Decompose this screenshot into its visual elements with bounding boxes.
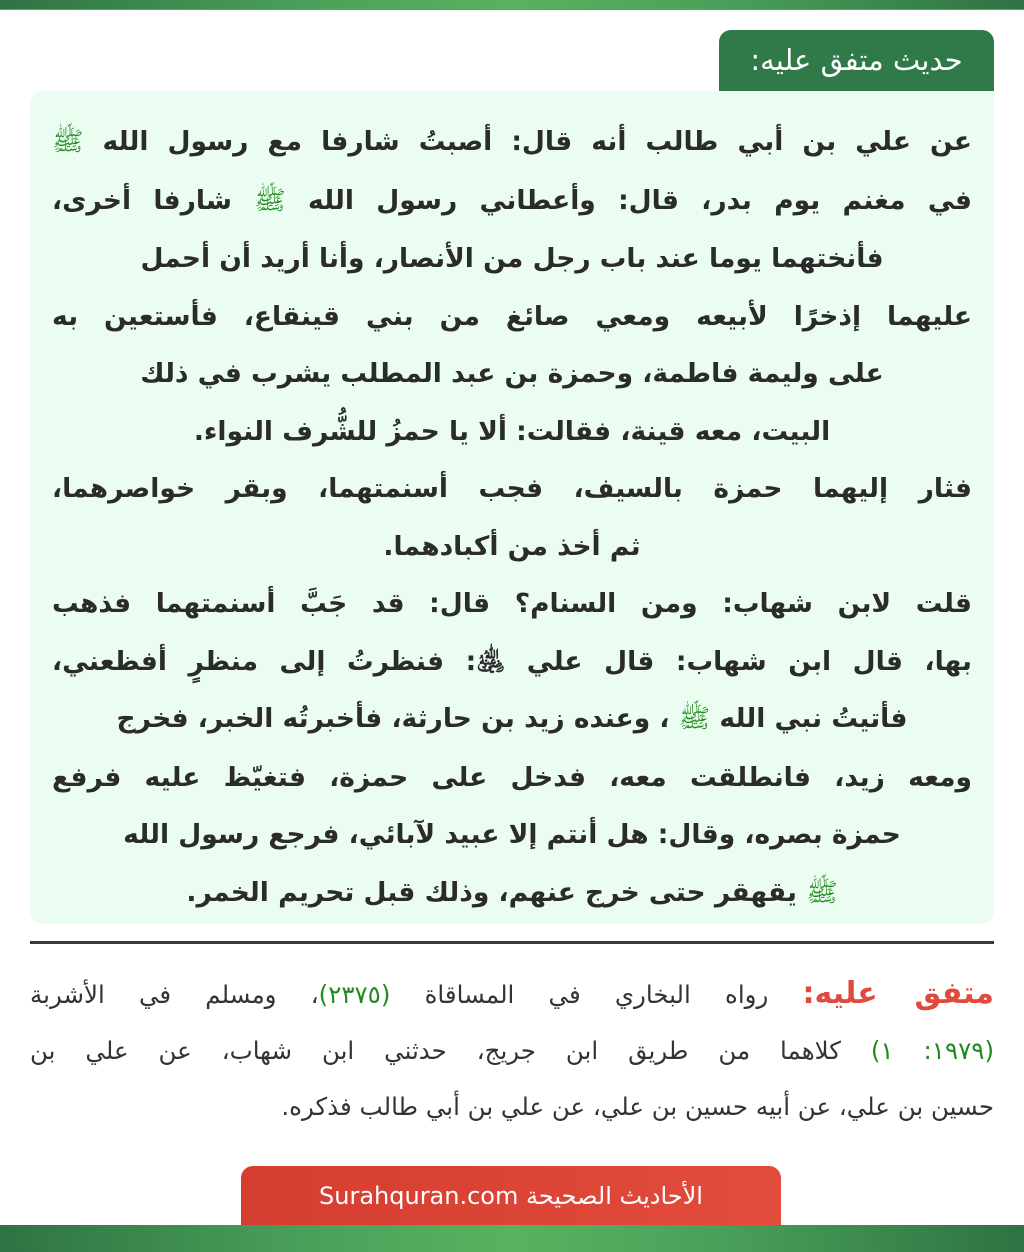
peace-be-upon-him-icon: ﷺ — [678, 704, 711, 734]
hadith-line: البيت، معه قينة، فقالت: ألا يا حمزُ للشُّرف النواء. — [193, 415, 831, 447]
source-line: (١٩٧٩: ١) كلاهما من طريق ابن جريج، حدثني ابن شهاب، عن علي بن — [30, 1036, 994, 1065]
hadith-line: على وليمة فاطمة، وحمزة بن عبد المطلب يشرب في ذلك — [140, 358, 884, 389]
peace-be-upon-him-icon: ﷺ — [806, 877, 838, 908]
hadith-line: عليهما إذخرًا لأبيعه ومعي صائغ من بني قينقاع، فأستعين به — [52, 300, 972, 332]
hadith-line: فأنختهما يوما عند باب رجل من الأنصار، وأنا أريد أن أحمل — [140, 243, 884, 274]
bottom-decorative-bar — [0, 1225, 1024, 1252]
hadith-line: ومعه زيد، فانطلقت معه، فدخل على حمزة، فتغيّظ عليه فرفع — [52, 761, 972, 793]
hadith-title-tab: حديث متفق عليه: — [719, 30, 994, 91]
hadith-line: حمزة بصره، وقال: هل أنتم إلا عبيد لآبائي، فرجع رسول الله — [123, 819, 901, 850]
source-label: متفق عليه: — [802, 976, 995, 1011]
hadith-line: فثار إليهما حمزة بالسيف، فجب أسنمتهما، وبقر خواصرهما، — [52, 473, 972, 504]
hadith-line: قلت لابن شهاب: ومن السنام؟ قال: قد جَبَّ أسنمتهما فذهب — [52, 588, 972, 619]
top-decorative-bar — [0, 0, 1024, 10]
hadith-source-note — [30, 966, 994, 1135]
muslim-reference: (١٩٧٩: ١) — [870, 1036, 994, 1065]
hadith-text-box — [30, 91, 994, 924]
hadith-line: في مغنم يوم بدر، قال: وأعطاني رسول الله ﷺ شارفا أخرى، — [52, 184, 972, 216]
site-badge[interactable]: الأحاديث الصحيحة Surahquran.com — [241, 1166, 781, 1226]
hadith-line: فأتيتُ نبي الله ﷺ ، وعنده زيد بن حارثة، فأخبرتُه الخبر، فخرج — [116, 703, 908, 734]
hadith-line: ثم أخذ من أكبادهما. — [383, 530, 641, 562]
peace-be-upon-him-icon: ﷺ — [254, 185, 286, 216]
source-line: متفق عليه: رواه البخاري في المساقاة (٢٣٧٥)، ومسلم في الأشربة — [30, 976, 995, 1011]
source-line: حسين بن علي، عن أبيه حسين بن علي، عن علي بن أبي طالب فذكره. — [281, 1092, 994, 1121]
hadith-line: بها، قال ابن شهاب: قال علي ﵁: فنظرتُ إلى منظرٍ أفظعني، — [52, 645, 972, 677]
peace-be-upon-him-icon: ﷺ — [52, 127, 84, 157]
section-divider — [30, 941, 994, 944]
hadith-line: عن علي بن أبي طالب أنه قال: أصبتُ شارفا مع رسول الله ﷺ — [52, 126, 972, 157]
hadith-line: ﷺ يقهقر حتى خرج عنهم، وذلك قبل تحريم الخمر. — [186, 876, 838, 908]
bukhari-reference: (٢٣٧٥) — [318, 980, 391, 1009]
